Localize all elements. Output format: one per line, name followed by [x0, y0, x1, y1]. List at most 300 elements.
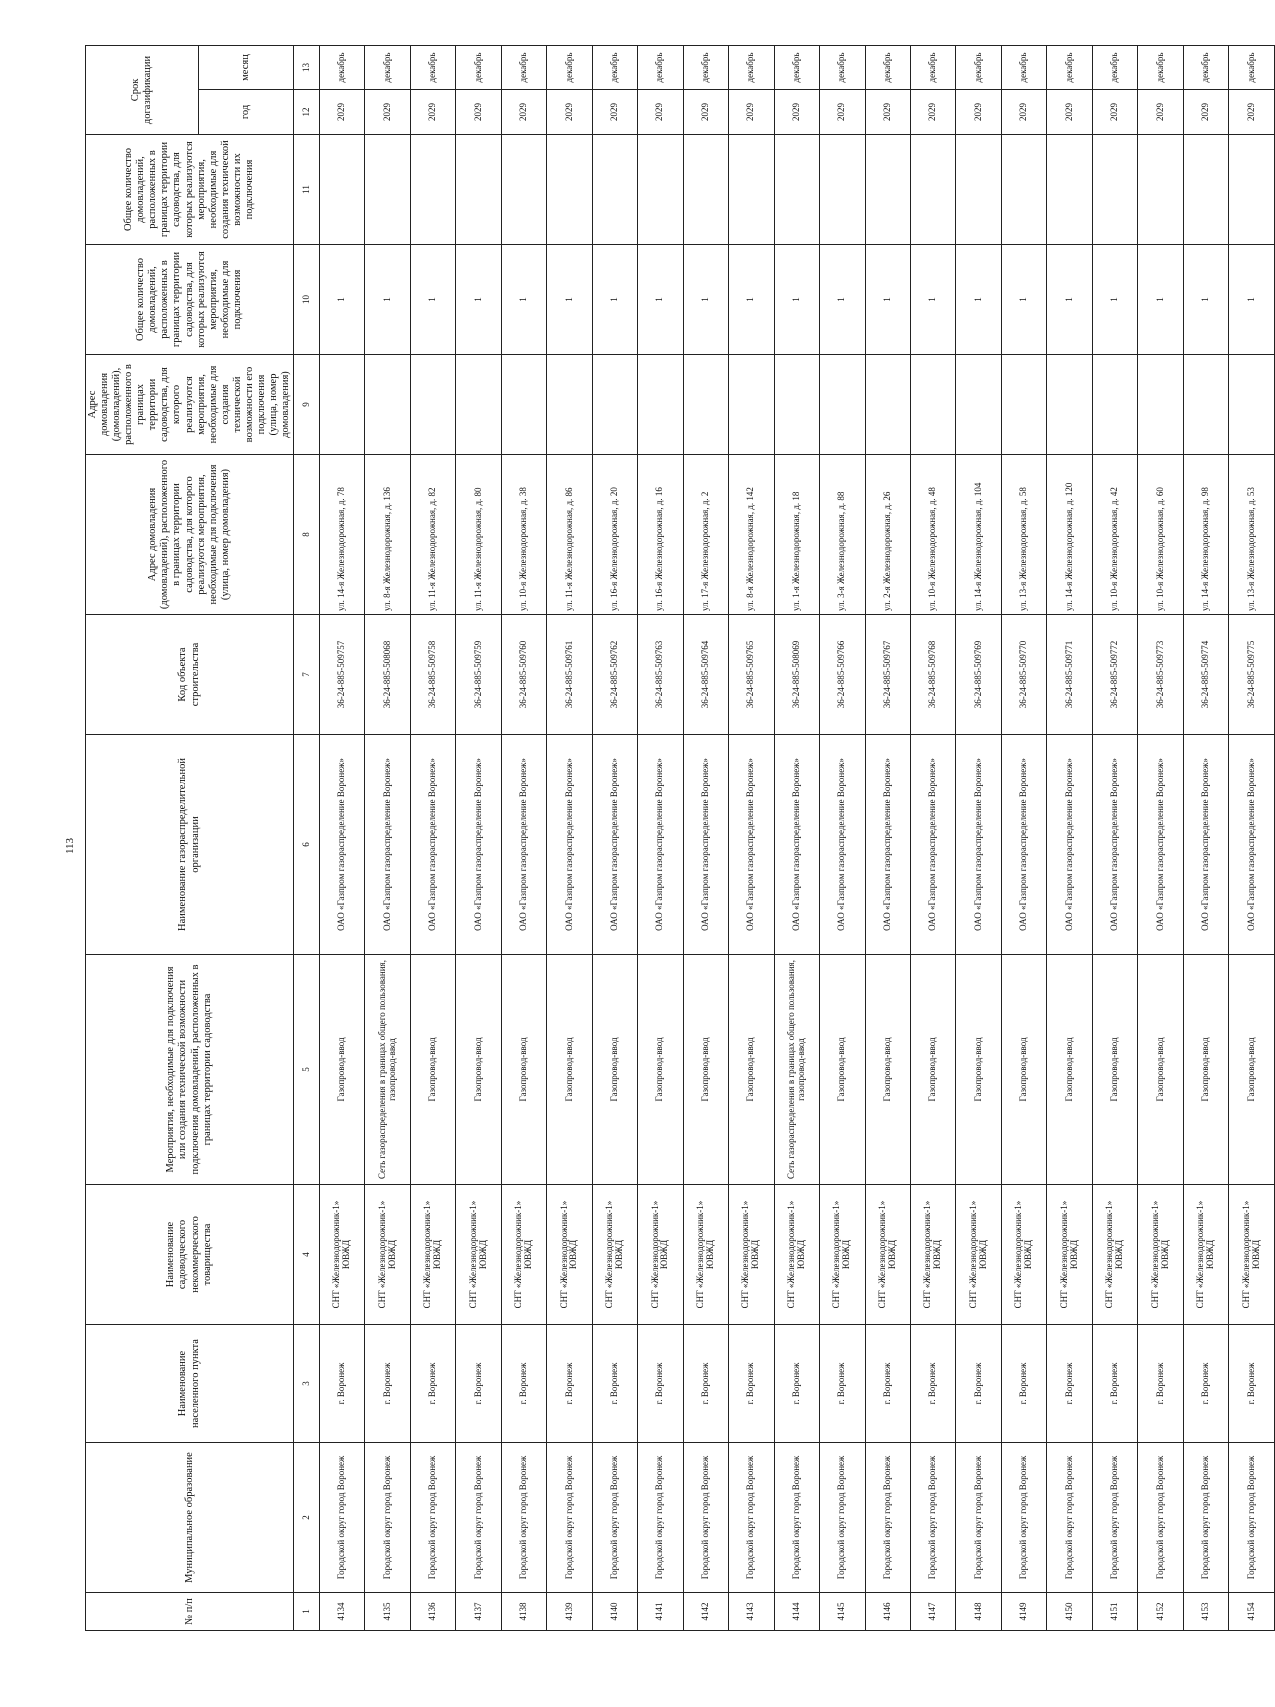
address-cell: ул. 13-я Железнодорожная, д. 58	[1001, 455, 1046, 615]
table-body	[294, 45, 1275, 1630]
month-cell: декабрь	[683, 45, 728, 89]
municipality-cell: Городской округ город Воронеж	[910, 1443, 955, 1593]
address-tech-cell	[456, 355, 501, 455]
table-row	[365, 45, 410, 1630]
partnership-cell: СНТ «Железнодорожник-1» ЮВЖД	[820, 1185, 865, 1325]
gas-org-cell: ОАО «Газпром газораспределение Воронеж»	[865, 735, 910, 955]
address-cell: ул. 17-я Железнодорожная, д. 2	[683, 455, 728, 615]
column-number: 7	[294, 615, 320, 735]
partnership-cell: СНТ «Железнодорожник-1» ЮВЖД	[956, 1185, 1001, 1325]
column-number: 11	[294, 135, 320, 245]
partnership-cell: СНТ «Железнодорожник-1» ЮВЖД	[365, 1185, 410, 1325]
count-cell: 1	[410, 245, 455, 355]
settlement-cell: г. Воронеж	[1001, 1325, 1046, 1443]
object-code-cell: 36-24-885-509769	[956, 615, 1001, 735]
table-row	[547, 45, 592, 1630]
municipality-cell: Городской округ город Воронеж	[865, 1443, 910, 1593]
partnership-cell: СНТ «Железнодорожник-1» ЮВЖД	[592, 1185, 637, 1325]
address-tech-cell	[820, 355, 865, 455]
count-tech-cell	[456, 135, 501, 245]
object-code-cell: 36-24-885-509765	[729, 615, 774, 735]
measure-cell: Газопровод-ввод	[683, 955, 728, 1185]
partnership-cell: СНТ «Железнодорожник-1» ЮВЖД	[1047, 1185, 1092, 1325]
count-tech-cell	[547, 135, 592, 245]
count-tech-cell	[1138, 135, 1183, 245]
count-cell: 1	[910, 245, 955, 355]
month-cell: декабрь	[1047, 45, 1092, 89]
municipality-cell: Городской округ город Воронеж	[1047, 1443, 1092, 1593]
count-cell: 1	[1047, 245, 1092, 355]
year-cell: 2029	[319, 90, 364, 135]
settlement-cell: г. Воронеж	[956, 1325, 1001, 1443]
month-cell: декабрь	[910, 45, 955, 89]
header-deadline: Срок догазификации	[86, 45, 199, 134]
gas-org-cell: ОАО «Газпром газораспределение Воронеж»	[365, 735, 410, 955]
settlement-cell: г. Воронеж	[456, 1325, 501, 1443]
table-row	[865, 45, 910, 1630]
object-code-cell: 36-24-885-509758	[410, 615, 455, 735]
partnership-cell: СНТ «Железнодорожник-1» ЮВЖД	[774, 1185, 819, 1325]
year-cell: 2029	[774, 90, 819, 135]
count-cell: 1	[683, 245, 728, 355]
table-row	[683, 45, 728, 1630]
address-cell: ул. 1-я Железнодорожная, д. 18	[774, 455, 819, 615]
measure-cell: Сеть газораспределения в границах общего пользования, газопровод-ввод	[774, 955, 819, 1185]
partnership-cell: СНТ «Железнодорожник-1» ЮВЖД	[547, 1185, 592, 1325]
month-cell: декабрь	[501, 45, 546, 89]
partnership-cell: СНТ «Железнодорожник-1» ЮВЖД	[683, 1185, 728, 1325]
partnership-cell: СНТ «Железнодорожник-1» ЮВЖД	[456, 1185, 501, 1325]
municipality-cell: Городской округ город Воронеж	[774, 1443, 819, 1593]
row-number: 4145	[820, 1593, 865, 1631]
address-tech-cell	[865, 355, 910, 455]
column-number: 5	[294, 955, 320, 1185]
measure-cell: Газопровод-ввод	[1229, 955, 1275, 1185]
object-code-cell: 36-24-885-509774	[1183, 615, 1228, 735]
header-address-tech: Адрес домовладения (домовладений), расположенного в границах территории садоводства, для которого реализуются мероприятия, необходимые для создания технической возможности его подключения (улица, номер домовладения)	[86, 355, 294, 455]
month-cell: декабрь	[1183, 45, 1228, 89]
gas-org-cell: ОАО «Газпром газораспределение Воронеж»	[592, 735, 637, 955]
table-row	[1138, 45, 1183, 1630]
year-cell: 2029	[547, 90, 592, 135]
gas-org-cell: ОАО «Газпром газораспределение Воронеж»	[1047, 735, 1092, 955]
settlement-cell: г. Воронеж	[1229, 1325, 1275, 1443]
count-tech-cell	[365, 135, 410, 245]
measure-cell: Газопровод-ввод	[501, 955, 546, 1185]
year-cell: 2029	[956, 90, 1001, 135]
settlement-cell: г. Воронеж	[638, 1325, 683, 1443]
header-year: год	[199, 90, 294, 135]
municipality-cell: Городской округ город Воронеж	[592, 1443, 637, 1593]
address-tech-cell	[501, 355, 546, 455]
gas-org-cell: ОАО «Газпром газораспределение Воронеж»	[683, 735, 728, 955]
gas-org-cell: ОАО «Газпром газораспределение Воронеж»	[638, 735, 683, 955]
column-number: 12	[294, 90, 320, 135]
address-cell: ул. 14-я Железнодорожная, д. 78	[319, 455, 364, 615]
row-number: 4138	[501, 1593, 546, 1631]
page-number: 113	[64, 837, 77, 855]
row-number: 4140	[592, 1593, 637, 1631]
year-cell: 2029	[365, 90, 410, 135]
measure-cell: Газопровод-ввод	[1047, 955, 1092, 1185]
object-code-cell: 36-24-885-509762	[592, 615, 637, 735]
partnership-cell: СНТ «Железнодорожник-1» ЮВЖД	[910, 1185, 955, 1325]
row-number: 4146	[865, 1593, 910, 1631]
table-row	[1001, 45, 1046, 1630]
municipality-cell: Городской округ город Воронеж	[820, 1443, 865, 1593]
row-number: 4152	[1138, 1593, 1183, 1631]
address-tech-cell	[1001, 355, 1046, 455]
municipality-cell: Городской округ город Воронеж	[1001, 1443, 1046, 1593]
table-row	[501, 45, 546, 1630]
column-number: 4	[294, 1185, 320, 1325]
measure-cell: Газопровод-ввод	[456, 955, 501, 1185]
address-tech-cell	[1092, 355, 1137, 455]
table-row	[1092, 45, 1137, 1630]
gas-org-cell: ОАО «Газпром газораспределение Воронеж»	[547, 735, 592, 955]
address-cell: ул. 11-я Железнодорожная, д. 86	[547, 455, 592, 615]
municipality-cell: Городской округ город Воронеж	[1183, 1443, 1228, 1593]
measure-cell: Газопровод-ввод	[1183, 955, 1228, 1185]
table-row	[456, 45, 501, 1630]
count-tech-cell	[956, 135, 1001, 245]
row-number: 4137	[456, 1593, 501, 1631]
municipality-cell: Городской округ город Воронеж	[547, 1443, 592, 1593]
gas-org-cell: ОАО «Газпром газораспределение Воронеж»	[956, 735, 1001, 955]
column-number: 13	[294, 45, 320, 89]
column-number: 3	[294, 1325, 320, 1443]
settlement-cell: г. Воронеж	[319, 1325, 364, 1443]
count-cell: 1	[501, 245, 546, 355]
count-cell: 1	[319, 245, 364, 355]
address-tech-cell	[683, 355, 728, 455]
measure-cell: Газопровод-ввод	[1001, 955, 1046, 1185]
address-tech-cell	[638, 355, 683, 455]
settlement-cell: г. Воронеж	[729, 1325, 774, 1443]
year-cell: 2029	[1092, 90, 1137, 135]
municipality-cell: Городской округ город Воронеж	[365, 1443, 410, 1593]
address-cell: ул. 14-я Железнодорожная, д. 120	[1047, 455, 1092, 615]
column-number: 10	[294, 245, 320, 355]
column-number: 1	[294, 1593, 320, 1631]
object-code-cell: 36-24-885-508068	[365, 615, 410, 735]
municipality-cell: Городской округ город Воронеж	[456, 1443, 501, 1593]
gas-org-cell: ОАО «Газпром газораспределение Воронеж»	[820, 735, 865, 955]
address-tech-cell	[592, 355, 637, 455]
settlement-cell: г. Воронеж	[410, 1325, 455, 1443]
month-cell: декабрь	[592, 45, 637, 89]
header-count-tech: Общее количество домовладений, расположенных в границах территории садоводства, для которых реализуются мероприятия, необходимые для создания технической возможности их подключения	[86, 135, 294, 245]
count-tech-cell	[1001, 135, 1046, 245]
row-number: 4153	[1183, 1593, 1228, 1631]
row-number: 4142	[683, 1593, 728, 1631]
month-cell: декабрь	[1138, 45, 1183, 89]
address-tech-cell	[365, 355, 410, 455]
table-row	[729, 45, 774, 1630]
year-cell: 2029	[1183, 90, 1228, 135]
partnership-cell: СНТ «Железнодорожник-1» ЮВЖД	[319, 1185, 364, 1325]
month-cell: декабрь	[865, 45, 910, 89]
column-number: 8	[294, 455, 320, 615]
address-cell: ул. 10-я Железнодорожная, д. 48	[910, 455, 955, 615]
address-tech-cell	[410, 355, 455, 455]
gas-org-cell: ОАО «Газпром газораспределение Воронеж»	[1183, 735, 1228, 955]
row-number: 4149	[1001, 1593, 1046, 1631]
count-cell: 1	[456, 245, 501, 355]
year-cell: 2029	[910, 90, 955, 135]
address-cell: ул. 14-я Железнодорожная, д. 98	[1183, 455, 1228, 615]
gas-org-cell: ОАО «Газпром газораспределение Воронеж»	[501, 735, 546, 955]
partnership-cell: СНТ «Железнодорожник-1» ЮВЖД	[410, 1185, 455, 1325]
address-tech-cell	[547, 355, 592, 455]
row-number: 4134	[319, 1593, 364, 1631]
partnership-cell: СНТ «Железнодорожник-1» ЮВЖД	[1001, 1185, 1046, 1325]
year-cell: 2029	[1229, 90, 1275, 135]
address-cell: ул. 3-я Железнодорожная, д. 88	[820, 455, 865, 615]
measure-cell: Газопровод-ввод	[910, 955, 955, 1185]
count-cell: 1	[1229, 245, 1275, 355]
address-cell: ул. 11-я Железнодорожная, д. 80	[456, 455, 501, 615]
header-gas-org: Наименование газораспределительной организации	[86, 735, 294, 955]
address-cell: ул. 10-я Железнодорожная, д. 60	[1138, 455, 1183, 615]
gas-org-cell: ОАО «Газпром газораспределение Воронеж»	[410, 735, 455, 955]
settlement-cell: г. Воронеж	[820, 1325, 865, 1443]
year-cell: 2029	[1001, 90, 1046, 135]
municipality-cell: Городской округ город Воронеж	[1092, 1443, 1137, 1593]
address-cell: ул. 11-я Железнодорожная, д. 82	[410, 455, 455, 615]
year-cell: 2029	[638, 90, 683, 135]
settlement-cell: г. Воронеж	[910, 1325, 955, 1443]
object-code-cell: 36-24-885-509760	[501, 615, 546, 735]
header-row	[86, 45, 199, 1630]
month-cell: декабрь	[774, 45, 819, 89]
year-cell: 2029	[820, 90, 865, 135]
year-cell: 2029	[410, 90, 455, 135]
address-tech-cell	[1229, 355, 1275, 455]
municipality-cell: Городской округ город Воронеж	[638, 1443, 683, 1593]
gas-org-cell: ОАО «Газпром газораспределение Воронеж»	[1092, 735, 1137, 955]
address-cell: ул. 8-я Железнодорожная, д. 142	[729, 455, 774, 615]
header-settlement: Наименование населенного пункта	[86, 1325, 294, 1443]
header-num: № п/п	[86, 1593, 294, 1631]
gas-org-cell: ОАО «Газпром газораспределение Воронеж»	[319, 735, 364, 955]
month-cell: декабрь	[729, 45, 774, 89]
gas-org-cell: ОАО «Газпром газораспределение Воронеж»	[1229, 735, 1275, 955]
object-code-cell: 36-24-885-509768	[910, 615, 955, 735]
gasification-table	[85, 45, 1275, 1631]
measure-cell: Газопровод-ввод	[820, 955, 865, 1185]
object-code-cell: 36-24-885-508069	[774, 615, 819, 735]
address-tech-cell	[956, 355, 1001, 455]
count-tech-cell	[501, 135, 546, 245]
table-row	[1229, 45, 1275, 1630]
count-cell: 1	[1001, 245, 1046, 355]
table-row	[774, 45, 819, 1630]
count-tech-cell	[774, 135, 819, 245]
object-code-cell: 36-24-885-509763	[638, 615, 683, 735]
partnership-cell: СНТ «Железнодорожник-1» ЮВЖД	[865, 1185, 910, 1325]
gas-org-cell: ОАО «Газпром газораспределение Воронеж»	[1138, 735, 1183, 955]
count-tech-cell	[319, 135, 364, 245]
row-number: 4135	[365, 1593, 410, 1631]
measure-cell: Газопровод-ввод	[547, 955, 592, 1185]
settlement-cell: г. Воронеж	[865, 1325, 910, 1443]
row-number: 4139	[547, 1593, 592, 1631]
count-tech-cell	[820, 135, 865, 245]
object-code-cell: 36-24-885-509759	[456, 615, 501, 735]
year-cell: 2029	[501, 90, 546, 135]
address-tech-cell	[1183, 355, 1228, 455]
month-cell: декабрь	[365, 45, 410, 89]
count-cell: 1	[820, 245, 865, 355]
municipality-cell: Городской округ город Воронеж	[1229, 1443, 1275, 1593]
year-cell: 2029	[592, 90, 637, 135]
column-number: 9	[294, 355, 320, 455]
object-code-cell: 36-24-885-509766	[820, 615, 865, 735]
row-number: 4154	[1229, 1593, 1275, 1631]
row-number: 4143	[729, 1593, 774, 1631]
column-number: 2	[294, 1443, 320, 1593]
header-month: месяц	[199, 45, 294, 89]
count-cell: 1	[547, 245, 592, 355]
month-cell: декабрь	[456, 45, 501, 89]
month-cell: декабрь	[319, 45, 364, 89]
row-number: 4148	[956, 1593, 1001, 1631]
object-code-cell: 36-24-885-509775	[1229, 615, 1275, 735]
count-tech-cell	[910, 135, 955, 245]
row-number: 4150	[1047, 1593, 1092, 1631]
measure-cell: Газопровод-ввод	[729, 955, 774, 1185]
month-cell: декабрь	[956, 45, 1001, 89]
row-number: 4144	[774, 1593, 819, 1631]
measure-cell: Газопровод-ввод	[638, 955, 683, 1185]
gas-org-cell: ОАО «Газпром газораспределение Воронеж»	[729, 735, 774, 955]
row-number: 4141	[638, 1593, 683, 1631]
count-tech-cell	[1092, 135, 1137, 245]
object-code-cell: 36-24-885-509771	[1047, 615, 1092, 735]
address-cell: ул. 8-я Железнодорожная, д. 136	[365, 455, 410, 615]
count-tech-cell	[410, 135, 455, 245]
year-cell: 2029	[865, 90, 910, 135]
address-cell: ул. 13-я Железнодорожная, д. 53	[1229, 455, 1275, 615]
year-cell: 2029	[456, 90, 501, 135]
month-cell: декабрь	[547, 45, 592, 89]
address-cell: ул. 14-я Железнодорожная, д. 104	[956, 455, 1001, 615]
table-row	[910, 45, 955, 1630]
address-cell: ул. 10-я Железнодорожная, д. 42	[1092, 455, 1137, 615]
municipality-cell: Городской округ город Воронеж	[501, 1443, 546, 1593]
table-row	[820, 45, 865, 1630]
address-tech-cell	[729, 355, 774, 455]
month-cell: декабрь	[1092, 45, 1137, 89]
settlement-cell: г. Воронеж	[1047, 1325, 1092, 1443]
settlement-cell: г. Воронеж	[1092, 1325, 1137, 1443]
object-code-cell: 36-24-885-509757	[319, 615, 364, 735]
address-tech-cell	[1138, 355, 1183, 455]
partnership-cell: СНТ «Железнодорожник-1» ЮВЖД	[501, 1185, 546, 1325]
row-number: 4147	[910, 1593, 955, 1631]
year-cell: 2029	[729, 90, 774, 135]
settlement-cell: г. Воронеж	[1138, 1325, 1183, 1443]
partnership-cell: СНТ «Железнодорожник-1» ЮВЖД	[638, 1185, 683, 1325]
municipality-cell: Городской округ город Воронеж	[683, 1443, 728, 1593]
table-row	[956, 45, 1001, 1630]
measure-cell: Сеть газораспределения в границах общего пользования, газопровод-ввод	[365, 955, 410, 1185]
column-number: 6	[294, 735, 320, 955]
address-tech-cell	[774, 355, 819, 455]
count-tech-cell	[1183, 135, 1228, 245]
column-number-row	[294, 45, 320, 1630]
month-cell: декабрь	[1001, 45, 1046, 89]
municipality-cell: Городской округ город Воронеж	[319, 1443, 364, 1593]
partnership-cell: СНТ «Железнодорожник-1» ЮВЖД	[729, 1185, 774, 1325]
gas-org-cell: ОАО «Газпром газораспределение Воронеж»	[1001, 735, 1046, 955]
settlement-cell: г. Воронеж	[501, 1325, 546, 1443]
municipality-cell: Городской округ город Воронеж	[410, 1443, 455, 1593]
address-tech-cell	[1047, 355, 1092, 455]
count-cell: 1	[638, 245, 683, 355]
object-code-cell: 36-24-885-509772	[1092, 615, 1137, 735]
address-cell: ул. 10-я Железнодорожная, д. 38	[501, 455, 546, 615]
row-number: 4151	[1092, 1593, 1137, 1631]
count-cell: 1	[1092, 245, 1137, 355]
table-row	[592, 45, 637, 1630]
address-cell: ул. 16-я Железнодорожная, д. 20	[592, 455, 637, 615]
table-row	[1183, 45, 1228, 1630]
count-cell: 1	[592, 245, 637, 355]
count-tech-cell	[638, 135, 683, 245]
header-address-realized: Адрес домовладения (домовладений), расположенного в границах территории садоводства, для которого реализуются мероприятия, необходимые для подключения (улица, номер домовладения)	[86, 455, 294, 615]
settlement-cell: г. Воронеж	[1183, 1325, 1228, 1443]
count-tech-cell	[729, 135, 774, 245]
month-cell: декабрь	[638, 45, 683, 89]
settlement-cell: г. Воронеж	[683, 1325, 728, 1443]
measure-cell: Газопровод-ввод	[1092, 955, 1137, 1185]
count-tech-cell	[865, 135, 910, 245]
measure-cell: Газопровод-ввод	[865, 955, 910, 1185]
header-partnership: Наименование садоводческого некоммерческого товарищества	[86, 1185, 294, 1325]
settlement-cell: г. Воронеж	[365, 1325, 410, 1443]
count-cell: 1	[1183, 245, 1228, 355]
measure-cell: Газопровод-ввод	[1138, 955, 1183, 1185]
header-count-connect: Общее количество домовладений, расположенных в границах территории садоводства, для которых реализуются мероприятия, необходимые для подключения	[86, 245, 294, 355]
measure-cell: Газопровод-ввод	[410, 955, 455, 1185]
gas-org-cell: ОАО «Газпром газораспределение Воронеж»	[910, 735, 955, 955]
partnership-cell: СНТ «Железнодорожник-1» ЮВЖД	[1183, 1185, 1228, 1325]
partnership-cell: СНТ «Железнодорожник-1» ЮВЖД	[1229, 1185, 1275, 1325]
measure-cell: Газопровод-ввод	[592, 955, 637, 1185]
object-code-cell: 36-24-885-509773	[1138, 615, 1183, 735]
address-cell: ул. 16-я Железнодорожная, д. 16	[638, 455, 683, 615]
partnership-cell: СНТ «Железнодорожник-1» ЮВЖД	[1138, 1185, 1183, 1325]
year-cell: 2029	[1138, 90, 1183, 135]
settlement-cell: г. Воронеж	[547, 1325, 592, 1443]
table-row	[410, 45, 455, 1630]
month-cell: декабрь	[1229, 45, 1275, 89]
partnership-cell: СНТ «Железнодорожник-1» ЮВЖД	[1092, 1185, 1137, 1325]
count-tech-cell	[1047, 135, 1092, 245]
municipality-cell: Городской округ город Воронеж	[729, 1443, 774, 1593]
header-object-code: Код объекта строительства	[86, 615, 294, 735]
count-cell: 1	[1138, 245, 1183, 355]
settlement-cell: г. Воронеж	[592, 1325, 637, 1443]
month-cell: декабрь	[820, 45, 865, 89]
count-cell: 1	[956, 245, 1001, 355]
object-code-cell: 36-24-885-509764	[683, 615, 728, 735]
count-cell: 1	[865, 245, 910, 355]
table-row	[319, 45, 364, 1630]
rotated-table-frame	[85, 46, 1261, 1631]
